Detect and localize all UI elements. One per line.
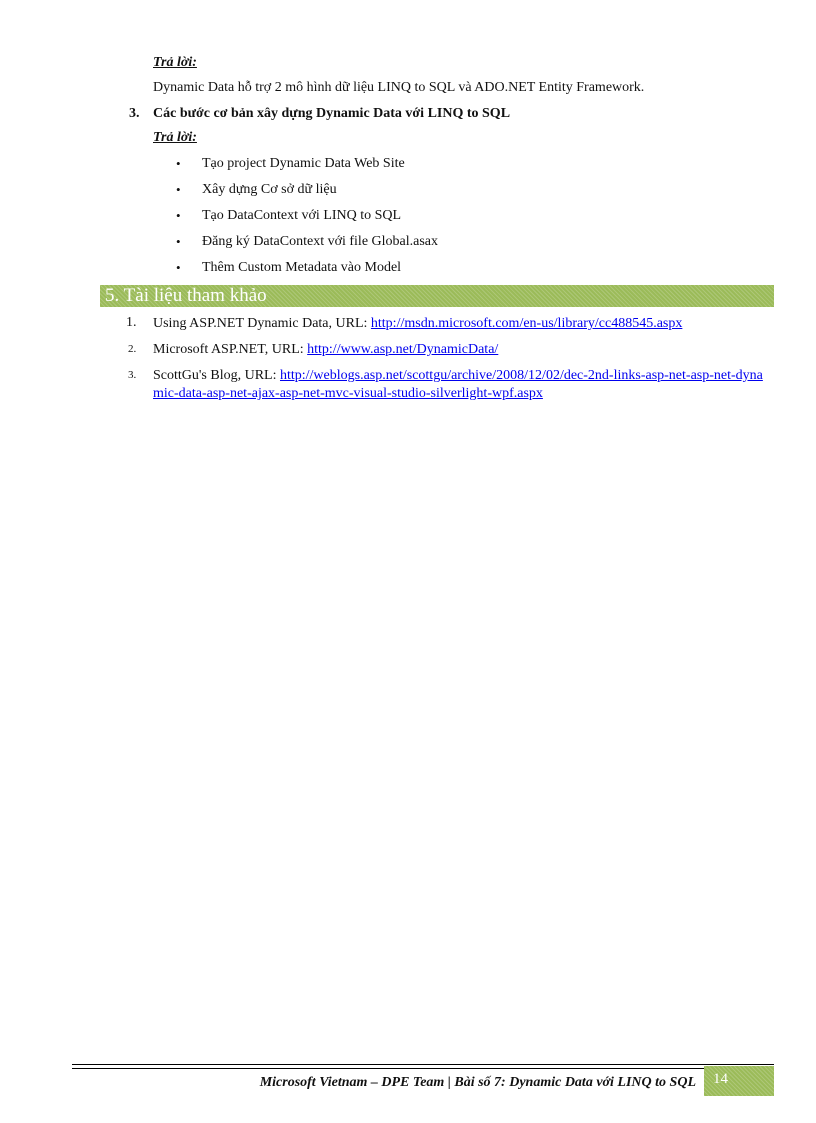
answer-label: Trả lời: [153, 55, 197, 70]
reference-label: Microsoft ASP.NET, URL: [153, 342, 308, 357]
reference-body [153, 315, 765, 333]
list-item [0, 234, 816, 254]
question-number: 3. [129, 106, 140, 121]
reference-body [153, 367, 765, 403]
reference-label: Using ASP.NET Dynamic Data, URL: [153, 316, 371, 331]
list-item-text: Tạo project Dynamic Data Web Site [202, 156, 405, 171]
bullet-icon: • [176, 234, 181, 249]
reference-number: 1. [126, 315, 137, 330]
answer-label: Trả lời: [153, 130, 197, 145]
section-title: 5. Tài liệu tham khảo [105, 285, 267, 306]
reference-link[interactable]: http://www.asp.net/DynamicData/ [307, 342, 499, 357]
answer-paragraph: Dynamic Data hỗ trợ 2 mô hình dữ liệu LINQ to SQL và ADO.NET Entity Framework. [153, 80, 645, 95]
footer-title: Microsoft Vietnam – DPE Team | Bài số 7: Dynamic Data với LINQ to SQL [259, 1075, 696, 1090]
reference-number: 3. [128, 369, 137, 381]
footer-divider [72, 1068, 774, 1069]
reference-link[interactable]: http://msdn.microsoft.com/en-us/library/cc488545.aspx [370, 316, 683, 331]
list-item [0, 260, 816, 280]
bullet-icon: • [176, 208, 181, 223]
page-number: 14 [713, 1071, 728, 1087]
page-number-box [704, 1066, 774, 1096]
list-item-text: Đăng ký DataContext với file Global.asax [202, 234, 439, 249]
list-item [0, 208, 816, 228]
section-heading-bar [100, 285, 774, 307]
list-item-text: Thêm Custom Metadata vào Model [202, 260, 402, 275]
reference-label: ScottGu's Blog, URL: [153, 368, 280, 383]
list-item [0, 156, 816, 176]
bullet-icon: • [176, 156, 181, 171]
bullet-icon: • [176, 260, 181, 275]
bullet-icon: • [176, 182, 181, 197]
list-item [0, 182, 816, 202]
reference-number: 2. [128, 343, 137, 355]
footer-divider [72, 1064, 774, 1065]
list-item-text: Tạo DataContext với LINQ to SQL [202, 208, 402, 223]
reference-link[interactable]: http://weblogs.asp.net/scottgu/archive/2008/12/02/dec-2nd-links-asp-net-asp-net-dynamic-data-asp-net-ajax-asp-net-mvc-visual-studio-silverlight-wpf.aspx [153, 368, 763, 401]
question-heading: Các bước cơ bản xây dựng Dynamic Data với LINQ to SQL [153, 106, 511, 121]
reference-body [153, 341, 765, 359]
list-item-text: Xây dựng Cơ sở dữ liệu [202, 182, 337, 197]
